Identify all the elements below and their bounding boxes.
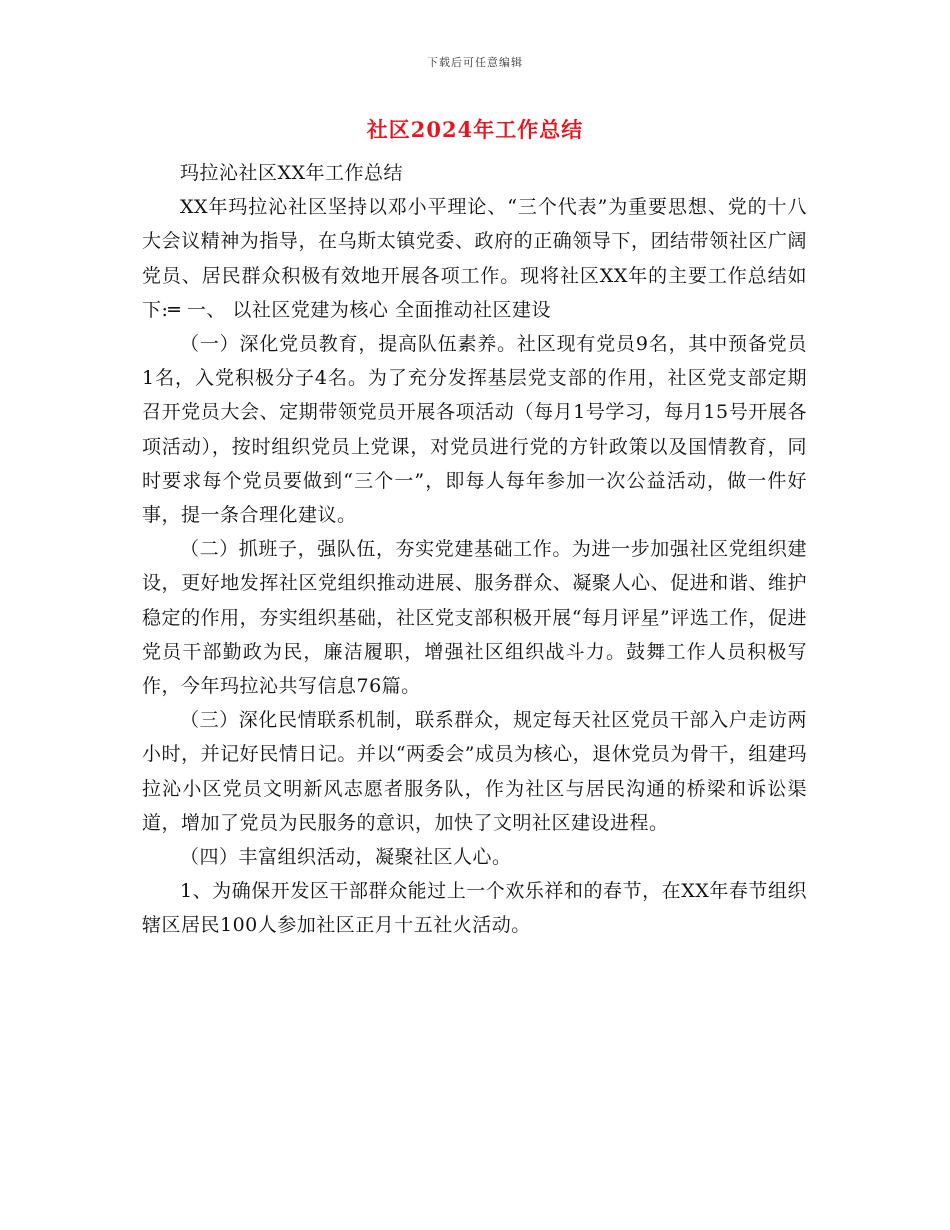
paragraph: （三）深化民情联系机制，联系群众，规定每天社区党员干部入户走访两小时，并记好民情日记。并以“两委会”成员为核心，退休党员为骨干，组建玛拉沁小区党员文明新风志愿者服务队，作为社区与居民沟通的桥梁和诉讼渠道，增加了党员为民服务的意识，加快了文明社区建设进程。 bbox=[142, 709, 807, 834]
document-body bbox=[142, 156, 807, 943]
paragraph: 玛拉沁社区XX年工作总结 bbox=[180, 162, 404, 184]
paragraph: （二）抓班子，强队伍，夯实党建基础工作。为进一步加强社区党组织建设，更好地发挥社区党组织推动进展、服务群众、凝聚人心、促进和谐、维护稳定的作用，夯实组织基础，社区党支部积极开展“每月评星”评选工作，促进党员干部勤政为民，廉洁履职，增强社区组织战斗力。鼓舞工作人员积极写作，今年玛拉沁共写信息76篇。 bbox=[142, 538, 807, 698]
header-note: 下载后可任意编辑 bbox=[427, 56, 523, 69]
paragraph: （四）丰富组织活动，凝聚社区人心。 bbox=[180, 846, 512, 869]
paragraph: （一）深化党员教育，提高队伍素养。社区现有党员9名，其中预备党员1名，入党积极分子4名。为了充分发挥基层党支部的作用，社区党支部定期召开党员大会、定期带领党员开展各项活动（每月1号学习，每月15号开展各项活动），按时组织党员上党课，对党员进行党的方针政策以及国情教育，同时要求每个党员要做到“三个一”，即每人每年参加一次公益活动，做一件好事，提一条合理化建议。 bbox=[142, 333, 807, 527]
document-title: 社区2024年工作总结 bbox=[366, 117, 584, 142]
paragraph: 1、为确保开发区干部群众能过上一个欢乐祥和的春节，在XX年春节组织辖区居民100人参加社区正月十五社火活动。 bbox=[142, 880, 807, 937]
paragraph: XX年玛拉沁社区坚持以邓小平理论、“三个代表”为重要思想、党的十八大会议精神为指导，在乌斯太镇党委、政府的正确领导下，团结带领社区广阔党员、居民群众积极有效地开展各项工作。现将社区XX年的主要工作总结如下:═ 一、 以社区党建为核心 全面推动社区建设 bbox=[142, 196, 807, 321]
